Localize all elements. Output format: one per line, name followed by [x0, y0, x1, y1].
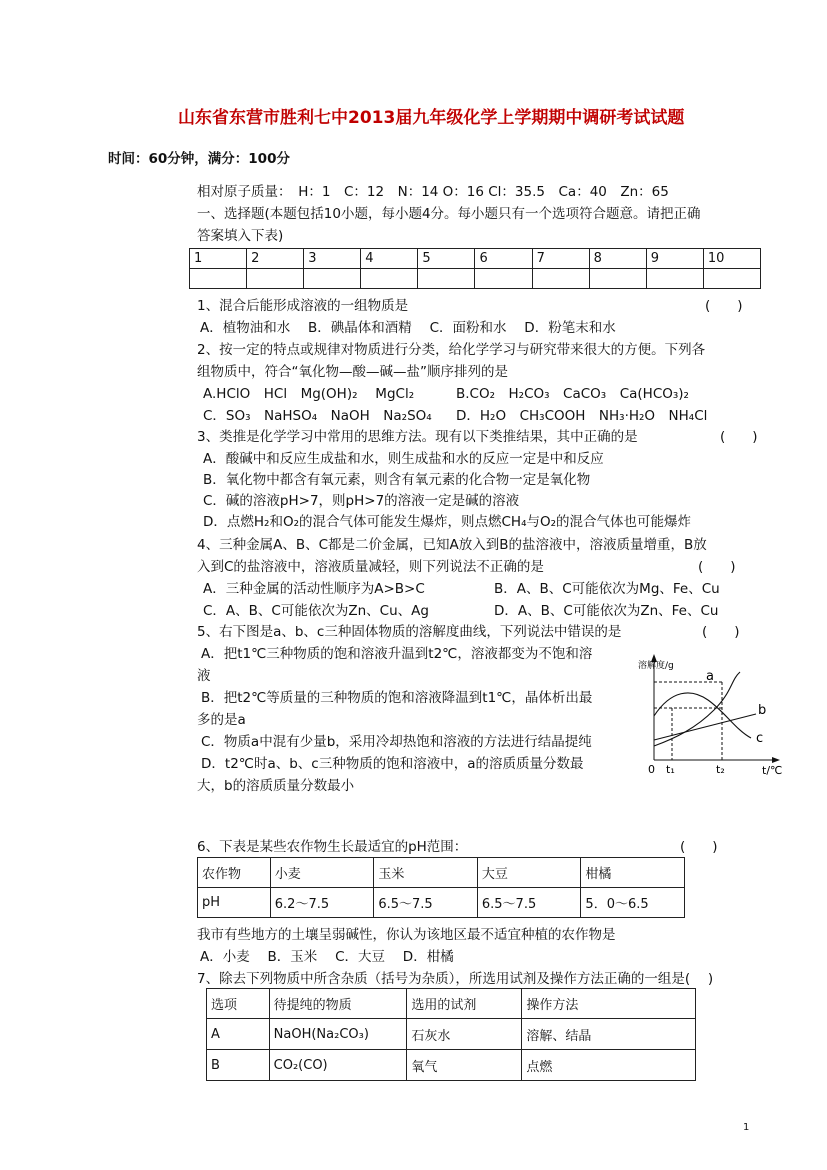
answer-col-header: 5: [418, 249, 475, 269]
ph-table-cell: 6.2～7.5: [270, 888, 374, 918]
q4-option-d: D．A、B、C可能依次为Zn、Fe、Cu: [494, 603, 719, 619]
answer-cell[interactable]: [589, 269, 646, 289]
t2-label: t₂: [716, 763, 725, 776]
solubility-curve-graph: [636, 650, 796, 780]
q5-line: 液: [197, 668, 211, 684]
q3-stem: 3、类推是化学学习中常用的思维方法。现有以下类推结果，其中正确的是: [197, 429, 638, 445]
q3-option-d: D．点燃H₂和O₂的混合气体可能发生爆炸，则点燃CH₄与O₂的混合气体也可能爆炸: [203, 514, 692, 530]
q2-stem-line2: 组物质中，符合“氧化物—酸—碱—盐”顺序排列的是: [197, 364, 508, 380]
answer-col-header: 7: [532, 249, 589, 269]
curve-a-label: a: [706, 669, 714, 684]
q4-stem-line1: 4、三种金属A、B、C都是二价金属，已知A放入到B的盐溶液中，溶液质量增重，B放: [197, 537, 707, 553]
ph-table-header: 玉米: [374, 858, 478, 888]
purification-table-cell: NaOH(Na₂CO₃): [269, 1019, 407, 1050]
answer-col-header: 2: [247, 249, 304, 269]
q4-answer-paren: ( ): [698, 559, 736, 575]
answer-col-header: 1: [190, 249, 247, 269]
q1-stem: 1、混合后能形成溶液的一组物质是: [197, 298, 409, 314]
purification-table-header: 待提纯的物质: [269, 989, 407, 1019]
curve-b-label: b: [758, 703, 767, 718]
q4-option-c: C．A、B、C可能依次为Zn、Cu、Ag: [203, 603, 429, 619]
t1-label: t₁: [666, 763, 675, 776]
q6-question: 我市有些地方的土壤呈弱碱性，你认为该地区最不适宜种植的农作物是: [197, 927, 616, 943]
q3-option-b: B．氧化物中都含有氧元素，则含有氧元素的化合物一定是氧化物: [203, 472, 591, 488]
answer-cell[interactable]: [190, 269, 247, 289]
q1-answer-paren: ( ): [705, 298, 743, 314]
answer-cell[interactable]: [304, 269, 361, 289]
q5-line: 大，b的溶质质量分数最小: [197, 778, 355, 794]
answer-cell[interactable]: [247, 269, 304, 289]
q2-option-b: B.CO₂ H₂CO₃ CaCO₃ Ca(HCO₃)₂: [456, 386, 689, 402]
purification-table-cell: 氧气: [407, 1050, 522, 1081]
q5-line: B．把t2℃等质量的三种物质的饱和溶液降温到t1℃，晶体析出最: [201, 690, 593, 706]
ph-table-cell: 6.5～7.5: [477, 888, 581, 918]
answer-cell[interactable]: [703, 269, 760, 289]
answer-col-header: 8: [589, 249, 646, 269]
purification-table-header: 选用的试剂: [407, 989, 522, 1019]
q2-option-c: C．SO₃ NaHSO₄ NaOH Na₂SO₄: [203, 408, 432, 424]
q3-answer-paren: ( ): [720, 429, 758, 445]
answer-col-header: 9: [646, 249, 703, 269]
ph-table-header: 农作物: [198, 858, 271, 888]
purification-table-header: 选项: [207, 989, 270, 1019]
q5-line: 多的是a: [197, 712, 246, 728]
q6-answer-paren: ( ): [680, 839, 718, 855]
curve-a: [654, 672, 740, 746]
page-title: 山东省东营市胜利七中2013届九年级化学上学期期中调研考试试题: [178, 108, 685, 128]
q3-option-a: A．酸碱中和反应生成盐和水，则生成盐和水的反应一定是中和反应: [203, 451, 604, 467]
answer-col-header: 10: [703, 249, 760, 269]
q4-option-a: A．三种金属的活动性顺序为A>B>C: [203, 581, 425, 597]
section1-instructions-line1: 一、选择题(本题包括10小题，每小题4分。每小题只有一个选项符合题意。请把正确: [197, 206, 701, 222]
curve-c: [654, 693, 751, 738]
answer-table: [189, 248, 761, 289]
purification-table-cell: 石灰水: [407, 1019, 522, 1050]
answer-col-header: 3: [304, 249, 361, 269]
answer-cell[interactable]: [361, 269, 418, 289]
q6-options: A．小麦 B．玉米 C．大豆 D．柑橘: [200, 949, 454, 965]
answer-col-header: 6: [475, 249, 532, 269]
y-axis-label: 溶解度/g: [638, 661, 674, 671]
curve-c-label: c: [756, 731, 764, 746]
q3-option-c: C．碱的溶液pH>7，则pH>7的溶液一定是碱的溶液: [203, 493, 520, 509]
q2-option-a: A.HClO HCl Mg(OH)₂ MgCl₂: [203, 386, 415, 402]
answer-cell[interactable]: [532, 269, 589, 289]
answer-col-header: 4: [361, 249, 418, 269]
ph-table-cell: pH: [198, 888, 271, 918]
x-axis-label: t/℃: [762, 764, 783, 777]
q7-stem: 7、除去下列物质中所含杂质（括号为杂质），所选用试剂及操作方法正确的一组是( ): [197, 971, 714, 987]
ph-table-cell: 6.5～7.5: [374, 888, 478, 918]
purification-table-header: 操作方法: [522, 989, 696, 1019]
q5-answer-paren: ( ): [702, 624, 740, 640]
purification-table-cell: B: [207, 1050, 270, 1081]
ph-table-header: 小麦: [270, 858, 374, 888]
page-number: 1: [743, 1122, 750, 1133]
q2-option-d: D．H₂O CH₃COOH NH₃·H₂O NH₄Cl: [456, 408, 708, 424]
q5-line: D．t2℃时a、b、c三种物质的饱和溶液中，a的溶质质量分数最: [201, 756, 584, 772]
ph-table-cell: 5．0～6.5: [581, 888, 685, 918]
q4-option-b: B．A、B、C可能依次为Mg、Fe、Cu: [494, 581, 720, 597]
ph-table-header: 大豆: [477, 858, 581, 888]
ph-table-header: 柑橘: [581, 858, 685, 888]
purification-table-cell: CO₂(CO): [269, 1050, 407, 1081]
q5-line: C．物质a中混有少量b，采用冷却热饱和溶液的方法进行结晶提纯: [201, 734, 592, 750]
ph-table: [197, 857, 685, 918]
purification-table-cell: A: [207, 1019, 270, 1050]
x-axis-arrow: [772, 757, 780, 763]
purification-table: [206, 988, 696, 1081]
exam-time-info: 时间：60分钟，满分：100分: [108, 151, 290, 167]
q4-stem-line2: 入到C的盐溶液中，溶液质量减轻，则下列说法不正确的是: [197, 559, 544, 575]
q6-stem: 6、下表是某些农作物生长最适宜的pH范围：: [197, 839, 468, 855]
section1-instructions-line2: 答案填入下表): [197, 228, 284, 244]
answer-cell[interactable]: [418, 269, 475, 289]
purification-table-cell: 溶解、结晶: [522, 1019, 696, 1050]
origin-label: 0: [648, 763, 655, 776]
q1-options: A．植物油和水 B．碘晶体和酒精 C．面粉和水 D．粉笔末和水: [200, 320, 616, 336]
answer-cell[interactable]: [475, 269, 532, 289]
atomic-mass-line: 相对原子质量： H：1 C：12 N：14 O：16 Cl：35.5 Ca：40 Zn：65: [197, 184, 669, 200]
purification-table-cell: 点燃: [522, 1050, 696, 1081]
q5-stem: 5、右下图是a、b、c三种固体物质的溶解度曲线，下列说法中错误的是: [197, 624, 622, 640]
q2-stem-line1: 2、按一定的特点或规律对物质进行分类，给化学学习与研究带来很大的方便。下列各: [197, 342, 706, 358]
q5-line: A．把t1℃三种物质的饱和溶液升温到t2℃，溶液都变为不饱和溶: [201, 646, 593, 662]
answer-cell[interactable]: [646, 269, 703, 289]
